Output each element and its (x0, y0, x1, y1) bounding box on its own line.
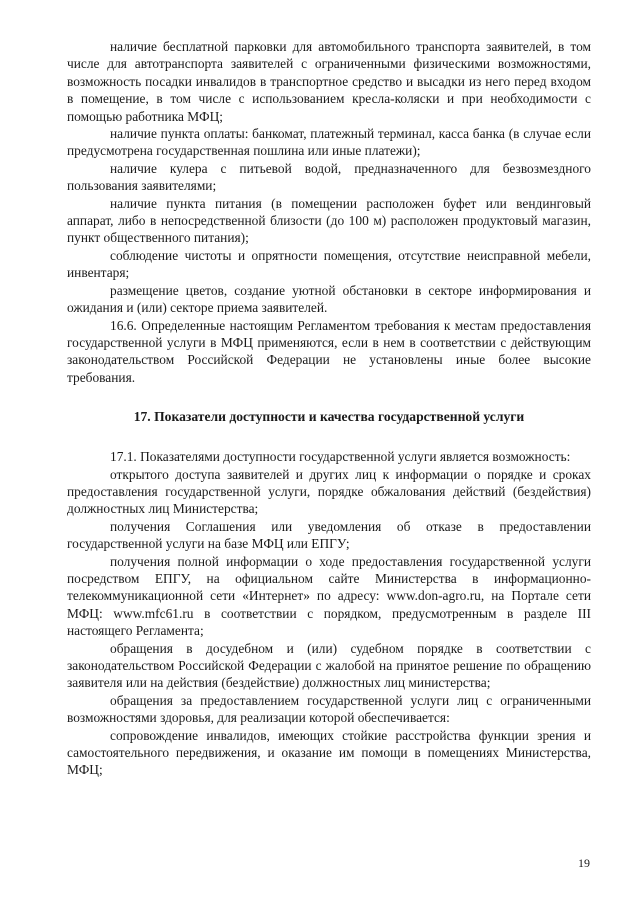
paragraph: открытого доступа заявителей и других лиц к информации о порядке и сроках предоставления государственной услуги, порядке обжалования действий (бездействия) должностных лиц Министерства; (67, 466, 591, 517)
paragraph: получения Соглашения или уведомления об отказе в предоставлении государственной услуги на базе МФЦ или ЕПГУ; (67, 518, 591, 552)
section-heading: 17. Показатели доступности и качества государственной услуги (133, 409, 525, 425)
paragraph: обращения в досудебном и (или) судебном порядке в соответствии с законодательством Российской Федерации с жалобой на принятое решение по обращению заявителя или на действия (бездействие) должностных лиц министерства; (67, 640, 591, 691)
page-number: 19 (578, 856, 590, 870)
paragraph: размещение цветов, создание уютной обстановки в секторе информирования и ожидания и (или) секторе приема заявителей. (67, 282, 591, 316)
paragraph: наличие кулера с питьевой водой, предназначенного для безвозмездного пользования заявителями; (67, 160, 591, 194)
paragraph: соблюдение чистоты и опрятности помещения, отсутствие неисправной мебели, инвентаря; (67, 247, 591, 281)
paragraph: получения полной информации о ходе предоставления государственной услуги посредством ЕПГУ, на официальном сайте Министерства в информационно-телекоммуникационной сети «Интернет» по адресу: www.don-agro.ru, на Портале сети МФЦ: www.mfc61.ru в соответствии с порядком, предусмотренным в разделе III настоящего Регламента; (67, 553, 591, 639)
paragraph: наличие пункта оплаты: банкомат, платежный терминал, касса банка (в случае если предусмотрена государственная пошлина или иные платежи); (67, 126, 591, 159)
paragraph: 17.1. Показателями доступности государственной услуги является возможность: (110, 449, 571, 465)
document-body (67, 38, 591, 779)
paragraph: наличие бесплатной парковки для автомобильного транспорта заявителей, в том числе для автотранспорта заявителей с ограниченными физическими возможностями, возможность посадки инвалидов в транспортное средство и высадки из него перед входом в помещение, в том числе с использованием кресла-коляски и при необходимости с помощью работника МФЦ; (67, 39, 591, 124)
paragraph: обращения за предоставлением государственной услуги лиц с ограниченными возможностями здоровья, для реализации которой обеспечивается: (67, 692, 591, 726)
paragraph: сопровождение инвалидов, имеющих стойкие расстройства функции зрения и самостоятельного передвижения, и оказание им помощи в помещениях Министерства, МФЦ; (67, 727, 591, 778)
paragraph: наличие пункта питания (в помещении расположен буфет или вендинговый аппарат, либо в непосредственной близости (до 100 м) расположен продуктовый магазин, пункт общественного питания); (67, 195, 591, 246)
paragraph: 16.6. Определенные настоящим Регламентом требования к местам предоставления государственной услуги в МФЦ применяются, если в нем в соответствии с действующим законодательством Российской Федерации не установлены иные более высокие требования. (67, 317, 591, 385)
